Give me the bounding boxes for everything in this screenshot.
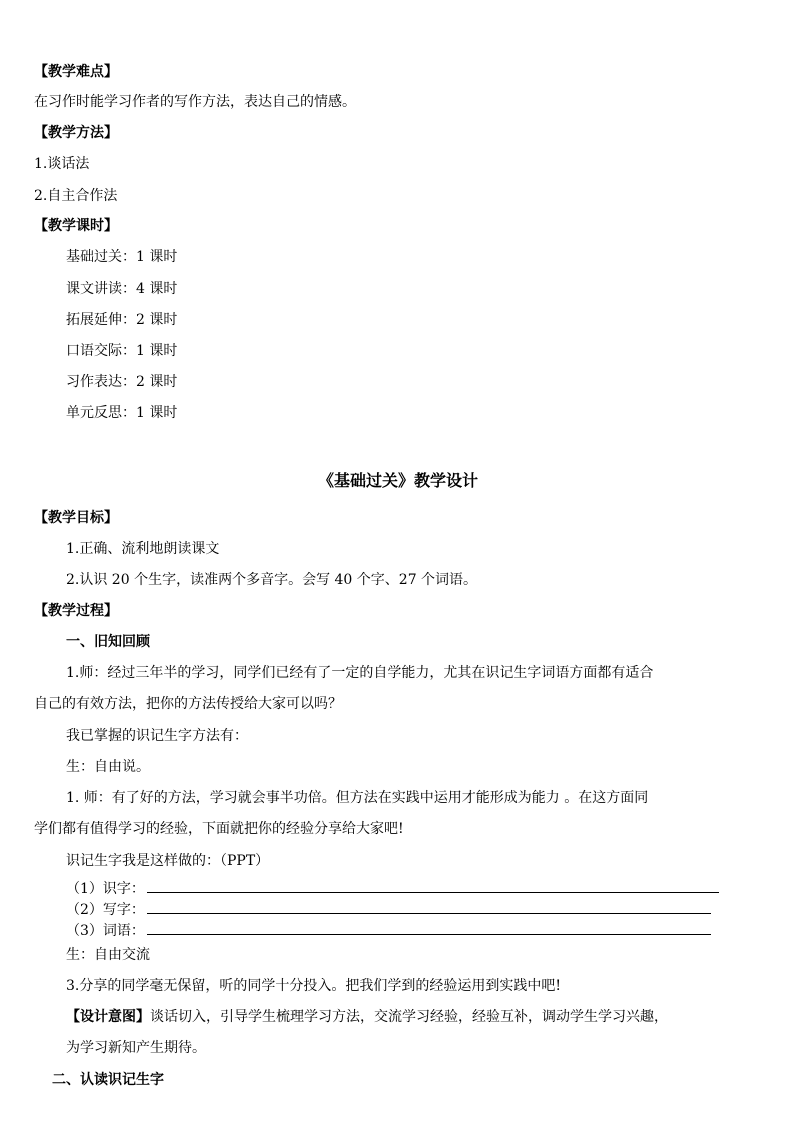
hours-item: 课文讲读：4 课时 <box>66 281 178 297</box>
fill-item <box>66 920 711 941</box>
paragraph: 3.分享的同学毫无保留，听的同学十分投入。把我们学到的经验运用到实践中吧! <box>66 978 561 994</box>
goal-heading: 【教学目标】 <box>34 510 118 526</box>
difficulty-heading: 【教学难点】 <box>34 64 118 80</box>
design-text: 谈话切入，引导学生梳理学习方法，交流学习经验，经验互补，调动学生学习兴趣， <box>150 1009 668 1025</box>
paragraph: 1. 师：有了好的方法，学习就会事半功倍。但方法在实践中运用才能形成为能力 。在这方面同 <box>66 790 649 806</box>
fill-blank <box>147 920 711 935</box>
difficulty-text: 在习作时能学习作者的写作方法，表达自己的情感。 <box>34 94 356 110</box>
fill-blank <box>147 878 719 893</box>
fill-item <box>66 878 719 899</box>
hours-item: 拓展延伸：2 课时 <box>66 312 178 328</box>
hours-item: 习作表达：2 课时 <box>66 374 178 390</box>
design-intent <box>66 1007 668 1027</box>
paragraph: 我已掌握的识记生字方法有： <box>66 728 248 744</box>
method-item: 2.自主合作法 <box>34 188 118 204</box>
hours-item: 基础过关：1 课时 <box>66 249 178 265</box>
paragraph: 生：自由说。 <box>66 759 150 775</box>
paragraph: 1.师：经过三年半的学习，同学们已经有了一定的自学能力，尤其在识记生字词语方面都有适合 <box>66 665 654 681</box>
hours-heading: 【教学课时】 <box>34 218 118 234</box>
goal-item: 2.认识 20 个生字，读准两个多音字。会写 40 个字、27 个词语。 <box>66 572 478 588</box>
method-heading: 【教学方法】 <box>34 125 118 141</box>
paragraph: 自己的有效方法，把你的方法传授给大家可以吗？ <box>34 696 342 712</box>
paragraph: 生：自由交流 <box>66 947 150 963</box>
fill-label: （2）写字： <box>66 902 145 918</box>
design-label: 【设计意图】 <box>66 1009 150 1025</box>
paragraph: 学们都有值得学习的经验，下面就把你的经验分享给大家吧! <box>34 821 404 837</box>
fill-label: （3）词语： <box>66 923 145 939</box>
fill-label: （1）识字： <box>66 881 145 897</box>
fill-blank <box>147 899 711 914</box>
process-heading: 【教学过程】 <box>34 603 118 619</box>
part2-heading: 二、认读识记生字 <box>52 1072 164 1088</box>
hours-item: 口语交际：1 课时 <box>66 343 178 359</box>
goal-item: 1.正确、流利地朗读课文 <box>66 541 220 557</box>
page-title: 《基础过关》教学设计 <box>318 471 479 490</box>
hours-item: 单元反思：1 课时 <box>66 405 178 421</box>
paragraph: 为学习新知产生期待。 <box>66 1040 206 1056</box>
fill-item <box>66 899 711 920</box>
paragraph: 识记生字我是这样做的：（PPT） <box>66 853 270 869</box>
method-item: 1.谈话法 <box>34 156 90 172</box>
part1-heading: 一、旧知回顾 <box>66 634 150 650</box>
